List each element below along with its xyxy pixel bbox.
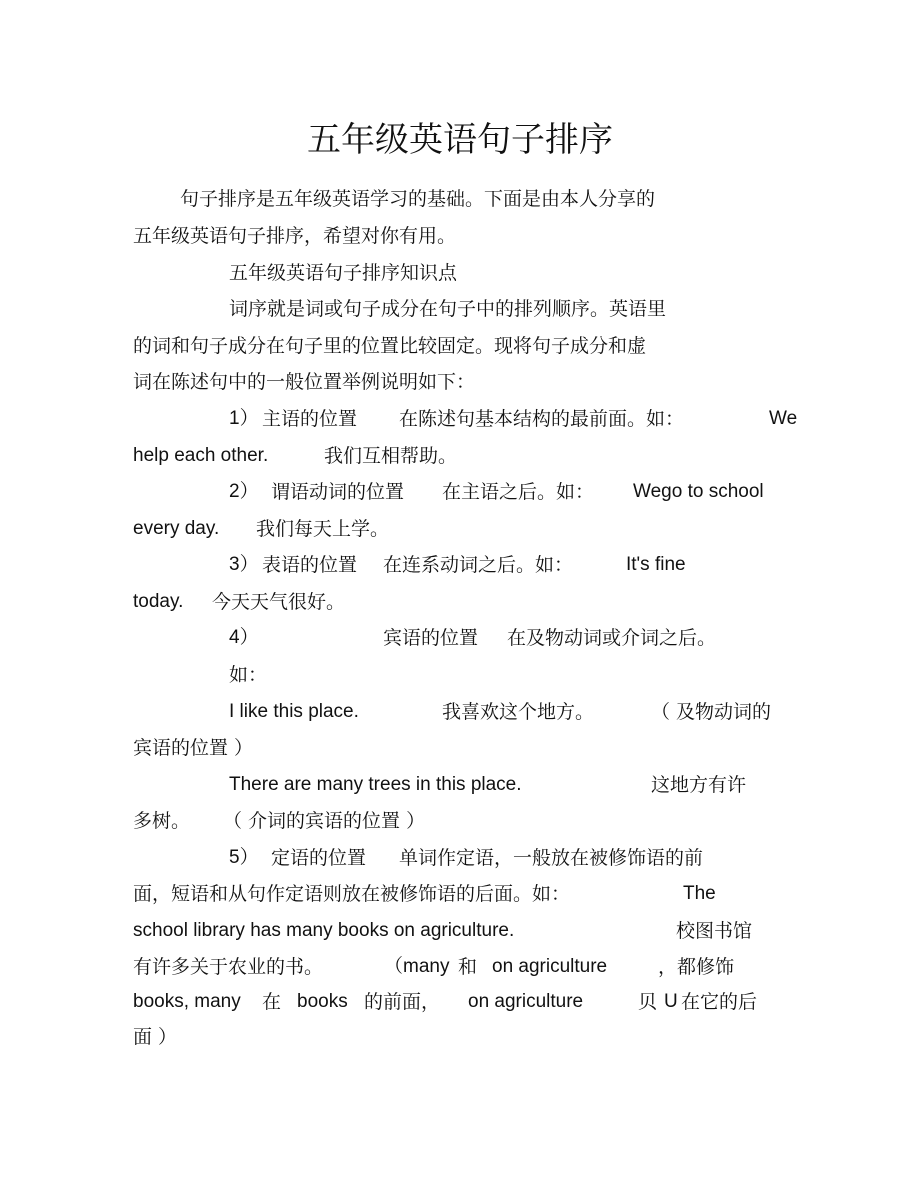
point-5-rule-2: 面，短语和从句作定语则放在被修饰语的后面。如： [133,883,571,905]
section-heading: 五年级英语句子排序知识点 [229,262,458,284]
point-1-rule: 在陈述句基本结构的最前面。如： [399,408,685,430]
point-4-ru: 如： [229,664,268,686]
point-3-rule: 在连系动词之后。如： [383,554,574,576]
overview-line-2: 的词和句子成分在句子里的位置比较固定。现将句子成分和虚 [133,335,647,357]
point-5-note-9: on agriculture [468,991,584,1012]
point-3-example-a: It's fine [626,554,686,575]
page-title: 五年级英语句子排序 [307,120,613,160]
point-5-note-13: 面 ） [133,1026,178,1048]
point-5-note-4: ，都修饰 [658,956,735,978]
point-5-note-2: 和 [458,956,478,978]
point-1-translation: 我们互相帮助。 [324,445,458,467]
point-5-number: 5） [229,847,259,868]
point-2-example-a: Wego to school [633,481,764,502]
point-5-example-b: school library has many books on agriculture. [133,920,515,941]
point-4-example-1-note: 宾语的位置 ） [133,737,254,759]
point-1-example-b: help each other. [133,445,269,466]
point-4-example-2: There are many trees in this place. [229,774,522,795]
point-2-rule: 在主语之后。如： [442,481,595,503]
point-2-translation: 我们每天上学。 [256,518,390,540]
point-4-label: 宾语的位置 [383,627,479,649]
point-1-number: 1） [229,408,259,429]
point-5-translation-1: 校图书馆 [676,920,753,942]
point-4-example-2-translation: 这地方有许 [651,774,747,796]
point-5-note-3: on agriculture [492,956,608,977]
point-4-example-2-note: （ 介词的宾语的位置 ） [223,810,426,832]
intro-line-2: 五年级英语句子排序，希望对你有用。 [133,225,457,247]
overview-line-1: 词序就是词或句子成分在句子中的排列顺序。英语里 [229,298,667,320]
point-5-note-1: （many [384,956,450,977]
point-3-label: 表语的位置 [262,554,358,576]
point-1-label: 主语的位置 [262,408,358,430]
point-4-example-1-paren: （ 及物动词的 [651,701,772,723]
point-4-example-2-translation-cont: 多树。 [133,810,191,832]
point-4-example-1-translation: 我喜欢这个地方。 [442,701,595,723]
point-3-translation: 今天天气很好。 [212,591,346,613]
point-5-translation-2: 有许多关于农业的书。 [133,956,324,978]
point-2-label: 谓语动词的位置 [271,481,405,503]
point-4-example-1: I like this place. [229,701,359,722]
point-2-number: 2） [229,481,259,502]
point-5-note-12: 在它的后 [681,991,758,1013]
point-5-label: 定语的位置 [271,847,367,869]
overview-line-3: 词在陈述句中的一般位置举例说明如下： [133,371,476,393]
point-3-example-b: today. [133,591,184,612]
point-5-note-10: 贝 [638,991,658,1013]
point-2-example-b: every day. [133,518,220,539]
point-5-rule-1: 单词作定语，一般放在被修饰语的前 [399,847,704,869]
point-1-example-a: We [769,408,798,429]
point-5-note-5: books, many [133,991,241,1012]
point-3-number: 3） [229,554,259,575]
point-5-note-11: U [664,991,678,1012]
point-5-note-8: 的前面， [364,991,441,1013]
point-5-example-a: The [683,883,716,904]
point-4-number: 4） [229,627,259,648]
point-5-note-7: books [297,991,348,1012]
point-5-note-6: 在 [262,991,282,1013]
intro-line-1: 句子排序是五年级英语学习的基础。下面是由本人分享的 [180,188,656,210]
point-4-rule: 在及物动词或介词之后。 [507,627,717,649]
